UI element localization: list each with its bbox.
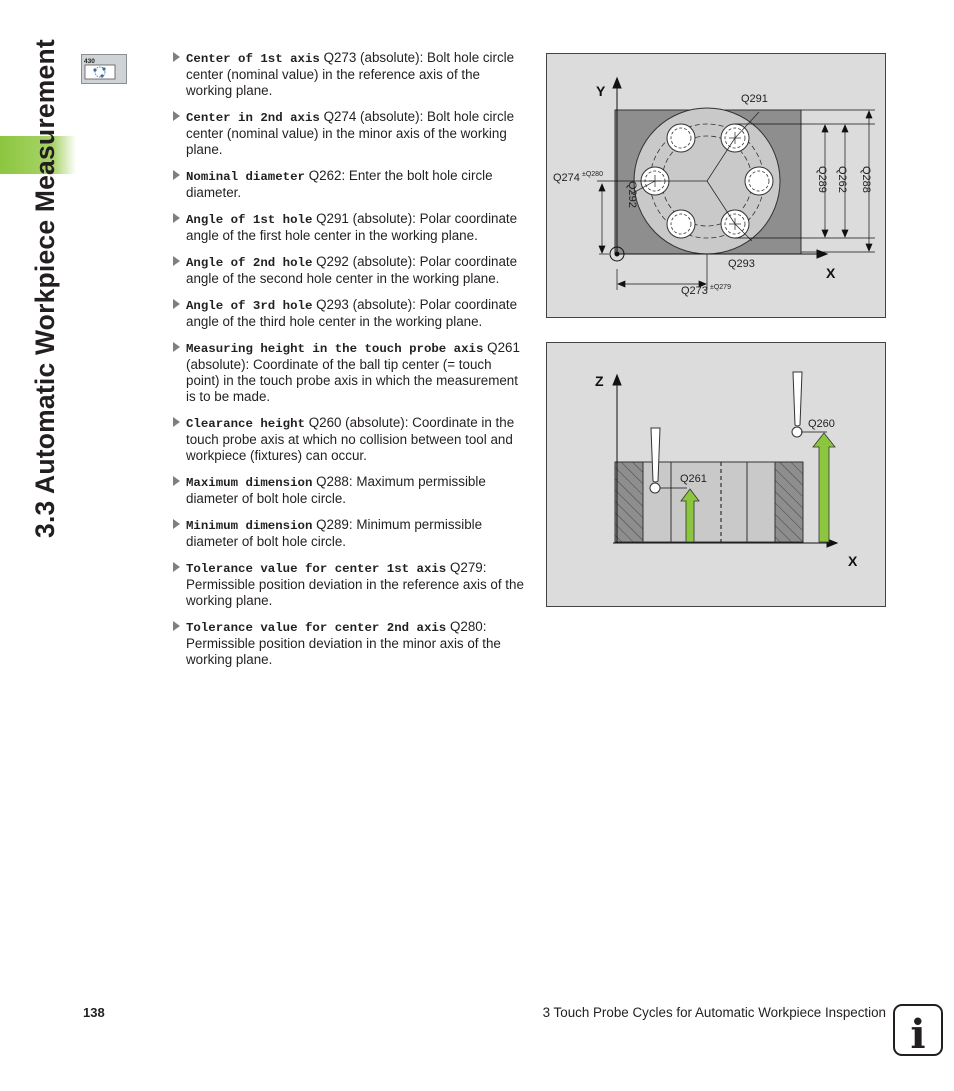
svg-text:Q292: Q292 <box>626 181 638 208</box>
svg-text:X: X <box>848 553 858 569</box>
bullet-triangle-icon <box>173 621 180 631</box>
svg-text:Q260: Q260 <box>808 418 835 430</box>
svg-text:Q289: Q289 <box>816 166 828 193</box>
parameter-item <box>172 560 528 609</box>
parameter-item <box>172 254 528 287</box>
parameter-item <box>172 211 528 244</box>
svg-text:Z: Z <box>595 373 604 389</box>
bullet-triangle-icon <box>173 256 180 266</box>
bullet-triangle-icon <box>173 417 180 427</box>
svg-text:Q273: Q273 <box>681 285 708 297</box>
parameter-list <box>172 50 528 678</box>
parameter-description: Q280: Permissible position deviation in the minor axis of the working plane. <box>186 619 501 667</box>
bullet-triangle-icon <box>173 562 180 572</box>
parameter-description: Q261 (absolute): Coordinate of the ball tip center (= touch point) in the touch probe axis in which the measurement is to be made. <box>186 340 520 404</box>
parameter-description: Q262: Enter the bolt hole circle diameter. <box>186 168 493 200</box>
svg-text:i: i <box>910 1011 926 1056</box>
parameter-keyword: Tolerance value for center 1st axis <box>186 562 447 576</box>
svg-text:Q262: Q262 <box>836 166 848 193</box>
parameter-item <box>172 474 528 507</box>
svg-text:Q288: Q288 <box>860 166 872 193</box>
parameter-keyword: Angle of 3rd hole <box>186 299 313 313</box>
parameter-item <box>172 415 528 464</box>
parameter-description: Q274 (absolute): Bolt hole circle center (nominal value) in the minor axis of the working plane. <box>186 109 515 157</box>
parameter-item <box>172 168 528 201</box>
parameter-item <box>172 297 528 330</box>
parameter-keyword: Center of 1st axis <box>186 52 320 66</box>
probe-height-side-figure <box>546 342 886 607</box>
bullet-triangle-icon <box>173 170 180 180</box>
svg-text:±Q279: ±Q279 <box>710 284 731 291</box>
parameter-item <box>172 50 528 99</box>
svg-text:±Q280: ±Q280 <box>582 171 603 178</box>
bullet-triangle-icon <box>173 519 180 529</box>
parameter-keyword: Minimum dimension <box>186 519 313 533</box>
svg-text:Q291: Q291 <box>741 93 768 105</box>
parameter-item <box>172 340 528 405</box>
bullet-triangle-icon <box>173 476 180 486</box>
parameter-description: Q288: Maximum permissible diameter of bolt hole circle. <box>186 474 486 506</box>
parameter-item <box>172 517 528 550</box>
svg-text:Q274: Q274 <box>553 172 580 184</box>
parameter-keyword: Clearance height <box>186 417 305 431</box>
bullet-triangle-icon <box>173 213 180 223</box>
parameter-keyword: Angle of 2nd hole <box>186 256 313 270</box>
parameter-keyword: Measuring height in the touch probe axis <box>186 342 484 356</box>
bullet-triangle-icon <box>173 111 180 121</box>
parameter-description: Q273 (absolute): Bolt hole circle center (nominal value) in the reference axis of the working plane. <box>186 50 515 98</box>
svg-text:Q261: Q261 <box>680 473 707 485</box>
cycle-430-icon <box>81 54 127 84</box>
parameter-keyword: Nominal diameter <box>186 170 305 184</box>
svg-text:430: 430 <box>84 58 95 65</box>
parameter-keyword: Center in 2nd axis <box>186 111 320 125</box>
parameter-description: Q293 (absolute): Polar coordinate angle of the third hole center in the working plane. <box>186 297 518 329</box>
parameter-item <box>172 109 528 158</box>
info-icon <box>893 1004 943 1056</box>
chapter-footer: 3 Touch Probe Cycles for Automatic Workpiece Inspection <box>542 1005 886 1020</box>
parameter-keyword: Angle of 1st hole <box>186 213 313 227</box>
parameter-description: Q291 (absolute): Polar coordinate angle of the first hole center in the working plane. <box>186 211 518 243</box>
parameter-item <box>172 619 528 668</box>
bolt-hole-plan-figure <box>546 53 886 318</box>
parameter-description: Q292 (absolute): Polar coordinate angle of the second hole center in the working plane. <box>186 254 518 286</box>
parameter-description: Q279: Permissible position deviation in the reference axis of the working plane. <box>186 560 524 608</box>
bullet-triangle-icon <box>173 342 180 352</box>
svg-text:Q293: Q293 <box>728 258 755 270</box>
svg-text:X: X <box>826 265 836 281</box>
page-number: 138 <box>83 1005 105 1020</box>
svg-text:Y: Y <box>596 83 606 99</box>
bullet-triangle-icon <box>173 299 180 309</box>
parameter-description: Q260 (absolute): Coordinate in the touch probe axis at which no collision between tool and workpiece (fixtures) can occur. <box>186 415 515 463</box>
parameter-keyword: Maximum dimension <box>186 476 313 490</box>
bullet-triangle-icon <box>173 52 180 62</box>
parameter-keyword: Tolerance value for center 2nd axis <box>186 621 447 635</box>
parameter-description: Q289: Minimum permissible diameter of bolt hole circle. <box>186 517 483 549</box>
